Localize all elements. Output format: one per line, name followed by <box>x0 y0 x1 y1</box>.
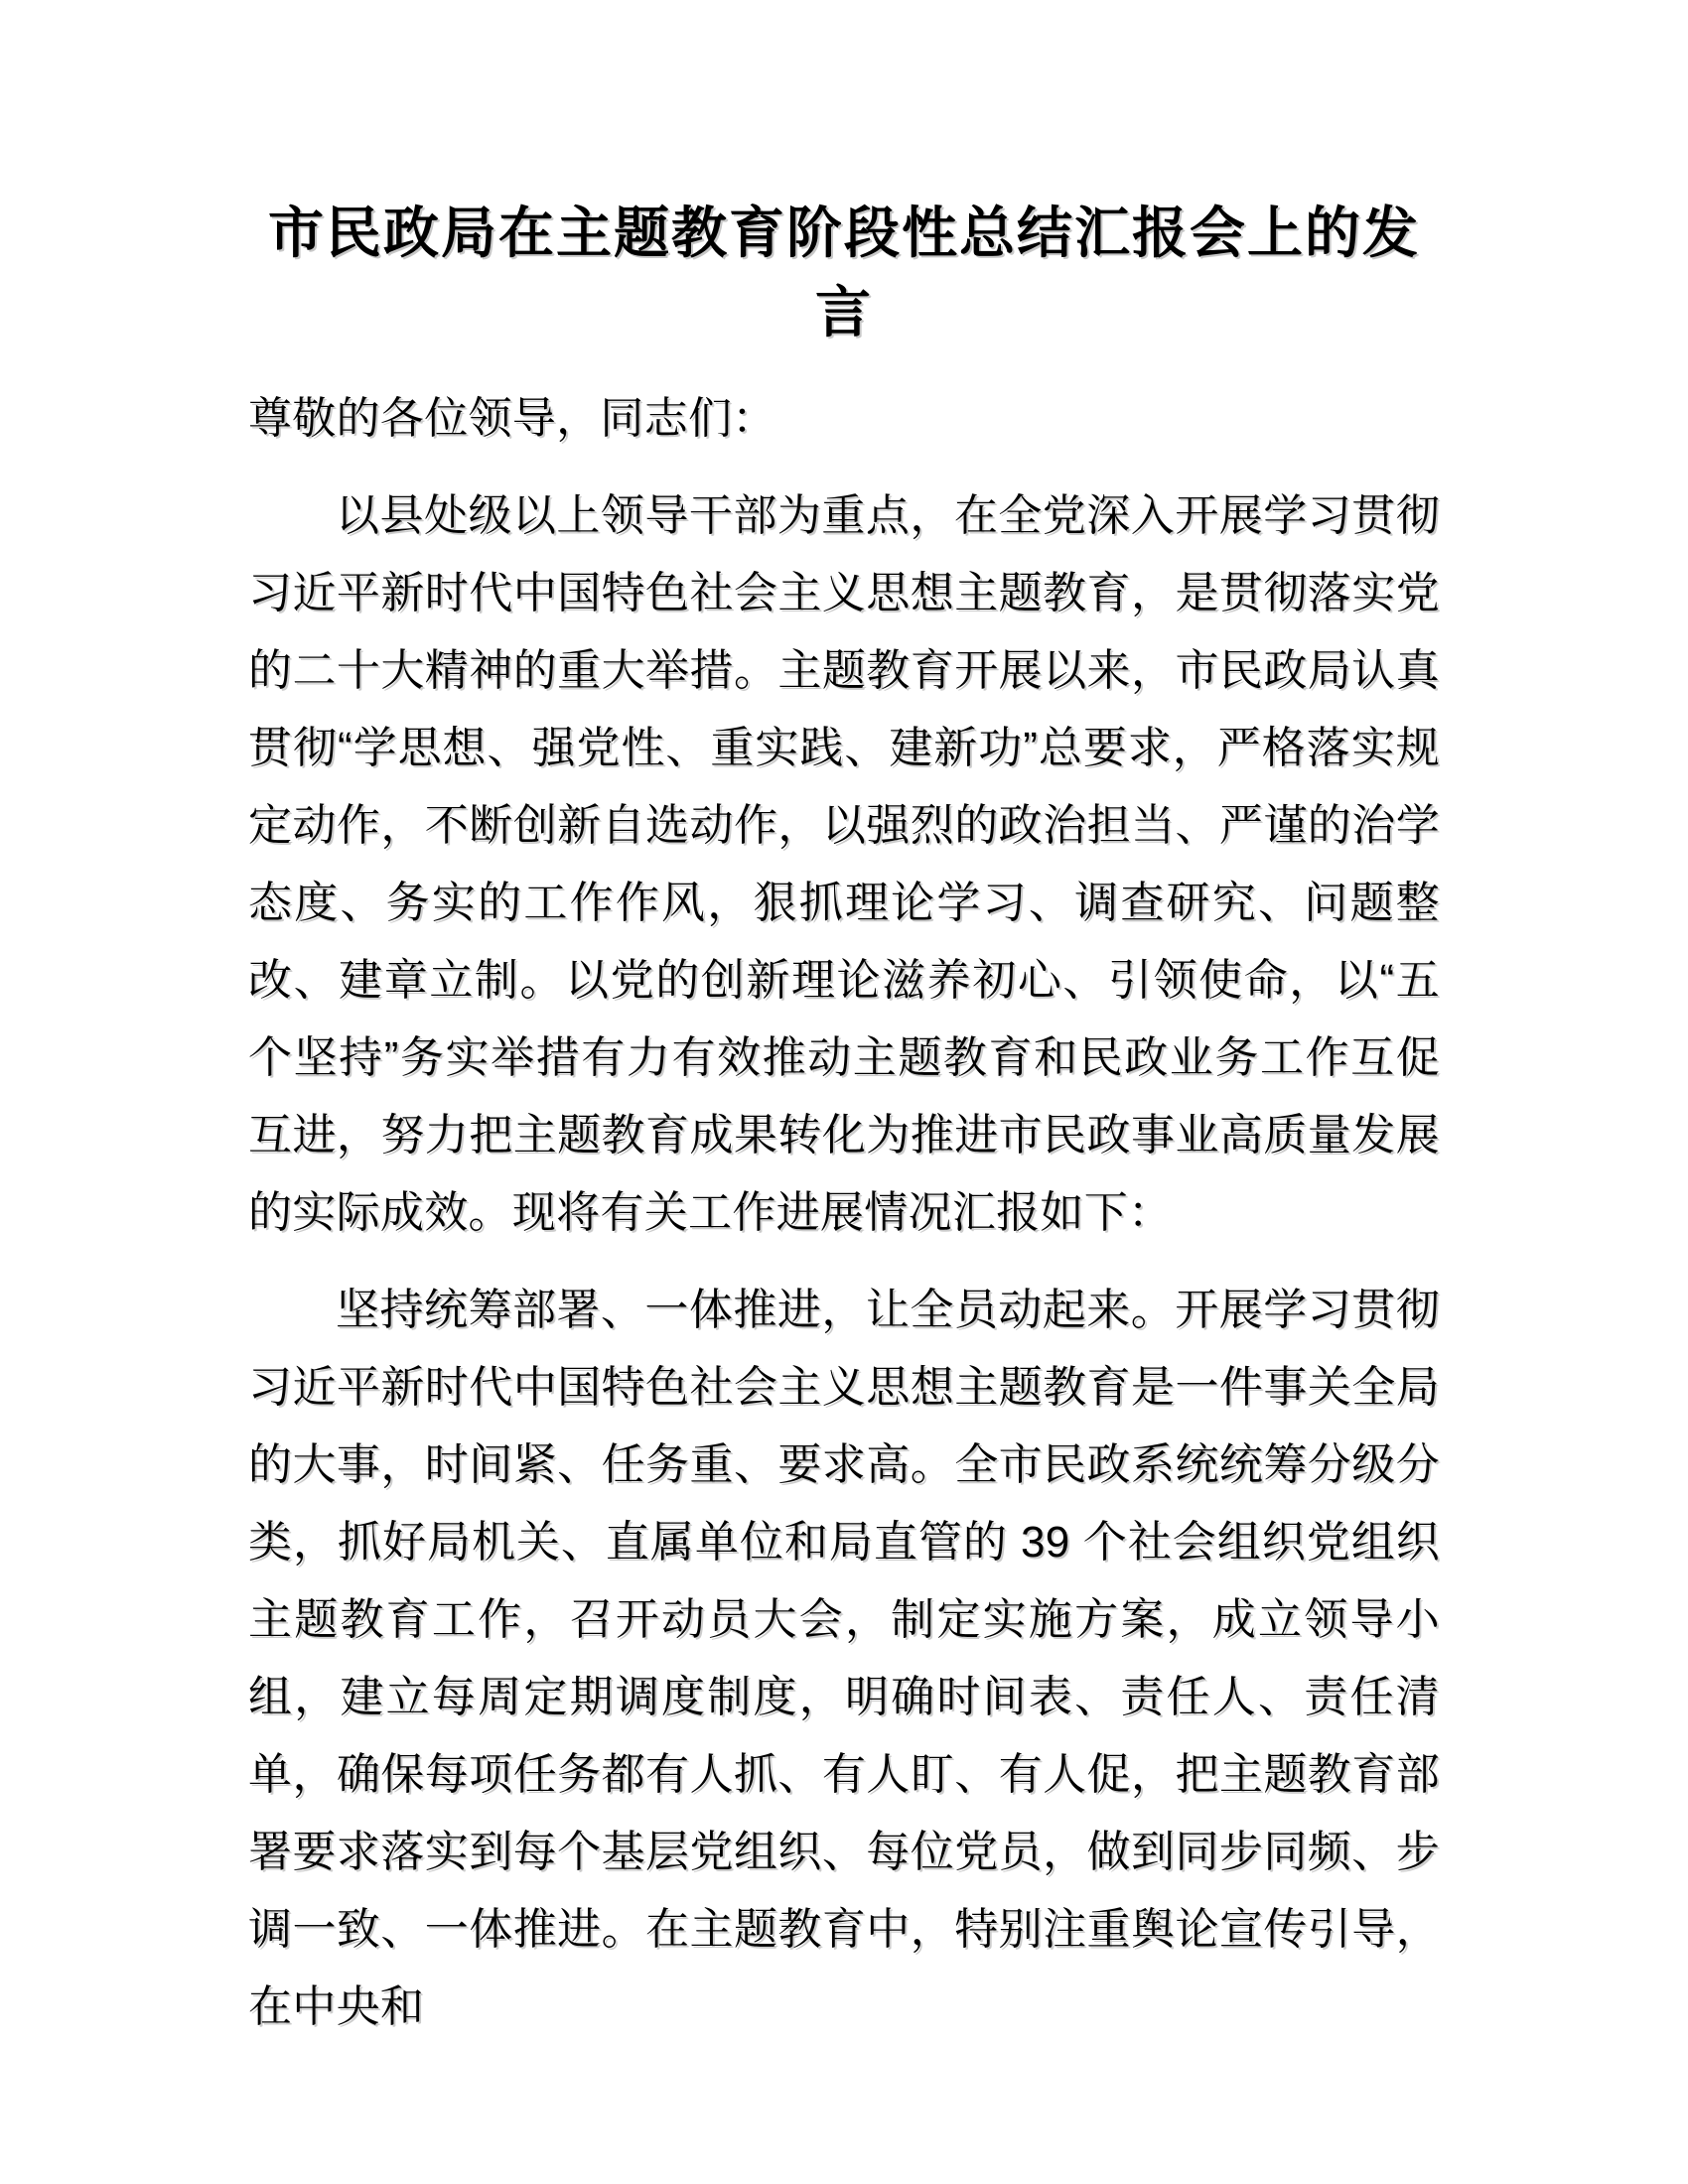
salutation-line: 尊敬的各位领导，同志们： <box>248 394 776 443</box>
document-title: 市民政局在主题教育阶段性总结汇报会上的发言 <box>268 202 1420 343</box>
document-body <box>248 380 1440 2046</box>
paragraph-2: 坚持统筹部署、一体推进，让全员动起来。开展学习贯彻习近平新时代中国特色社会主义思想主题教育是一件事关全局的大事，时间紧、任务重、要求高。全市民政系统统筹分级分类，抓好局机关、直属单位和局直管的 39 个社会组织党组织主题教育工作，召开动员大会，制定实施方案，成立领导小组，建立每周定期调度制度，明确时间表、责任人、责任清单，确保每项任务都有人抓、有人盯、有人促，把主题教育部署要求落实到每个基层党组织、每位党员，做到同步同频、步调一致、一体推进。在主题教育中，特别注重舆论宣传引导，在中央和 <box>248 1286 1440 2031</box>
paragraph-1: 以县处级以上领导干部为重点，在全党深入开展学习贯彻习近平新时代中国特色社会主义思想主题教育，是贯彻落实党的二十大精神的重大举措。主题教育开展以来，市民政局认真贯彻“学思想、强党性、重实践、建新功”总要求，严格落实规定动作，不断创新自选动作，以强烈的政治担当、严谨的治学态度、务实的工作作风，狠抓理论学习、调查研究、问题整改、建章立制。以党的创新理论滋养初心、引领使命，以“五个坚持”务实举措有力有效推动主题教育和民政业务工作互促互进，努力把主题教育成果转化为推进市民政事业高质量发展的实际成效。现将有关工作进展情况汇报如下： <box>248 491 1440 1237</box>
